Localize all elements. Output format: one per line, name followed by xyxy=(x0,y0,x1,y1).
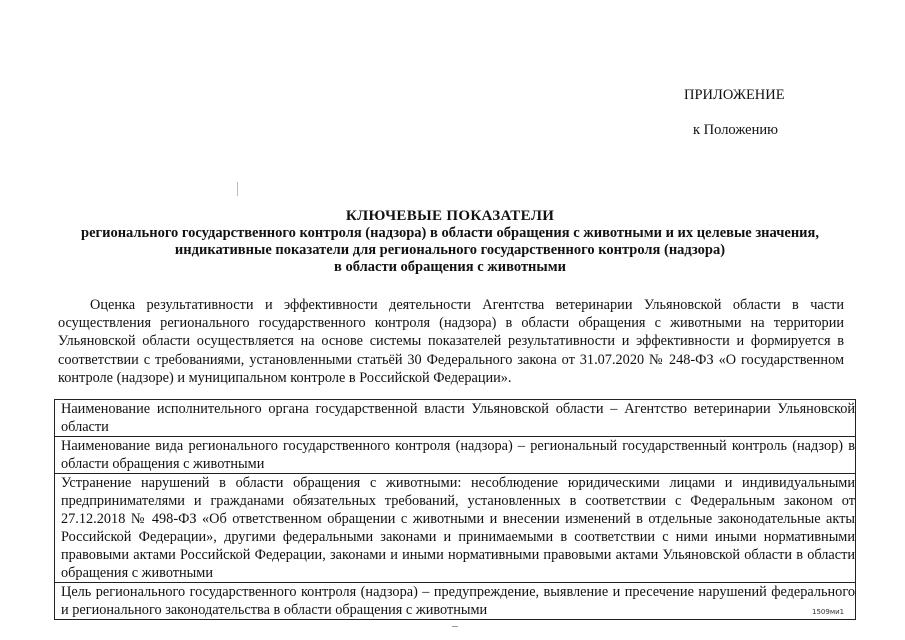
title-line-2: регионального государственного контроля (надзора) в области обращения с животными и их целевые значения, xyxy=(81,225,819,241)
document-title xyxy=(40,208,860,276)
scan-mark xyxy=(237,182,238,196)
document-code: 1509ми1 xyxy=(812,608,845,616)
table-row: Наименование вида регионального государственного контроля (надзора) – региональный государственный контроль (надзор) в области обращения с животными xyxy=(55,437,855,474)
appendix-subtitle: к Положению xyxy=(693,122,778,138)
appendix-label: ПРИЛОЖЕНИЕ xyxy=(684,87,785,103)
page-mark xyxy=(452,626,458,627)
table-row: Наименование исполнительного органа государственной власти Ульяновской области – Агентство ветеринарии Ульяновской области xyxy=(55,400,855,437)
title-line-4: в области обращения с животными xyxy=(334,259,566,275)
title-line-3: индикативные показатели для регионального государственного контроля (надзора) xyxy=(174,242,726,258)
title-line-1: КЛЮЧЕВЫЕ ПОКАЗАТЕЛИ xyxy=(345,208,555,224)
indicators-table xyxy=(54,399,856,620)
table-row: Цель регионального государственного контроля (надзора) – предупреждение, выявление и пресечение нарушений федерального и регионального законодательства в области обращения с животными xyxy=(61,584,855,618)
table-row: Устранение нарушений в области обращения с животными: несоблюдение юридическими лицами и индивидуальными предпринимателями и гражданами обязательных требований, установленных в соответствии с Федеральным законом от 27.12.2018 № 498-ФЗ «Об ответственном обращении с животными и внесении изменений в отдельные законодательные акты Российской Федерации», другими федеральными законами и принимаемыми в соответствии с ними иными нормативными правовыми актами Российской Федерации, законами и иными нормативными правовыми актами Ульяновской области в области обращения с животными xyxy=(55,474,855,583)
intro-paragraph: Оценка результативности и эффективности деятельности Агентства ветеринарии Ульяновской области в части осуществления регионального государственного контроля (надзора) в области обращения с животными на территории Ульяновской области осуществляется на основе системы показателей результативности и эффективности и формируется в соответствии с требованиями, установленными статьёй 30 Федерального закона от 31.07.2020 № 248-ФЗ «О государственном контроле (надзоре) и муниципальном контроле в Российской Федерации». xyxy=(58,297,844,386)
